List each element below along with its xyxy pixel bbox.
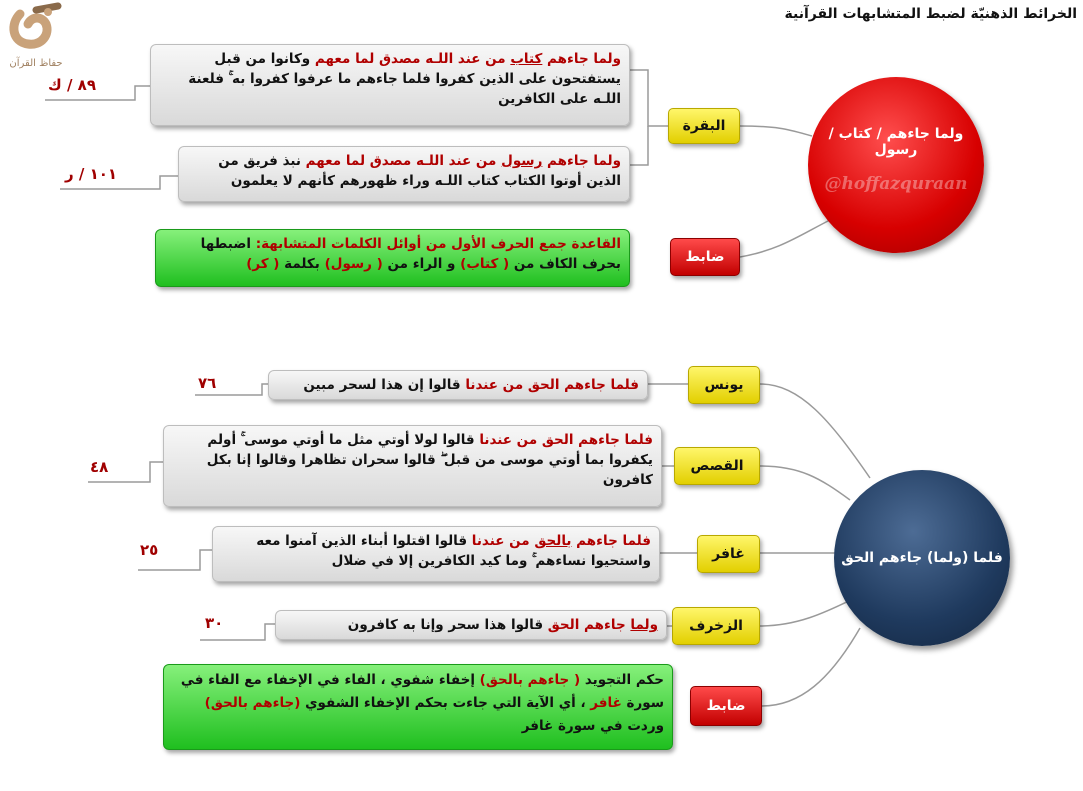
verse-box-baqara-89: ولما جاءهم كتاب من عند اللـه مصدق لما معهم وكانوا من قبل يستفتحون على الذين كفروا فلما جاءهم ما عرفوا كفروا به ۚ فلعنة اللـه على الكافرين (150, 44, 630, 126)
verse-box-baqara-101: ولما جاءهم رسول من عند اللـه مصدق لما معهم نبذ فريق من الذين أوتوا الكتاب كتاب اللـه وراء ظهورهم كأنهم لا يعلمون (178, 146, 630, 202)
rule-box-1: القاعدة جمع الحرف الأول من أوائل الكلمات المتشابهة: اضبطها بحرف الكاف من ( كتاب) و الراء من ( رسول) بكلمة ( كر) (155, 229, 630, 287)
tag-zukhruf: الزخرف (672, 607, 760, 645)
central-node-label-2: فلما (ولما) جاءهم الحق (841, 550, 1003, 566)
logo-mark-icon (6, 2, 66, 54)
rule-box-2: حكم التجويد ( جاءهم بالحق) إخفاء شفوي ، الفاء في الإخفاء مع الفاء في سورة غافر ، أي الآية التي جاءت بحكم الإخفاء الشفوي (جاءهم بالحق) وردت في سورة غافر (163, 664, 673, 750)
watermark: @hoffazquraan (824, 174, 968, 194)
logo-caption: حفاظ القرآن (9, 58, 63, 69)
verse-ref-baqara-101: ١٠١ / ر (65, 165, 118, 183)
tag-qasas: القصص (674, 447, 760, 485)
central-node-label: ولما جاءهم / كتاب / رسول (828, 126, 964, 158)
verse-ref-baqara-89: ٨٩ / ك (48, 76, 96, 94)
verse-ref-ghafir-25: ٢٥ (140, 541, 159, 559)
tag-rule-1: ضابط (670, 238, 740, 276)
tag-baqara: البقرة (668, 108, 740, 144)
verse-box-zukhruf-30: ولما جاءهم الحق قالوا هذا سحر وإنا به كافرون (275, 610, 667, 640)
tag-ghafir: غافر (697, 535, 760, 573)
tag-yunus: يونس (688, 366, 760, 404)
tag-rule-2: ضابط (690, 686, 762, 726)
verse-box-qasas-48: فلما جاءهم الحق من عندنا قالوا لولا أوتي مثل ما أوتي موسى ۚ أولم يكفروا بما أوتي موسى من قبل ۖ قالوا سحران تظاهرا وقالوا إنا بكل كافرون (163, 425, 662, 507)
verse-box-yunus-76: فلما جاءهم الحق من عندنا قالوا إن هذا لسحر مبين (268, 370, 648, 400)
verse-box-ghafir-25: فلما جاءهم بالحق من عندنا قالوا اقتلوا أبناء الذين آمنوا معه واستحيوا نساءهم ۚ وما كيد الكافرين إلا في ضلال (212, 526, 660, 582)
logo (6, 2, 66, 72)
verse-ref-qasas-48: ٤٨ (90, 458, 109, 476)
verse-ref-yunus-76: ٧٦ (198, 374, 217, 392)
verse-ref-zukhruf-30: ٣٠ (205, 614, 224, 632)
central-node-al-haqq (834, 470, 1010, 646)
central-node-kitab-rasul (808, 77, 984, 253)
page-title: الخرائط الذهنيّة لضبط المتشابهات القرآنية (784, 6, 1077, 22)
